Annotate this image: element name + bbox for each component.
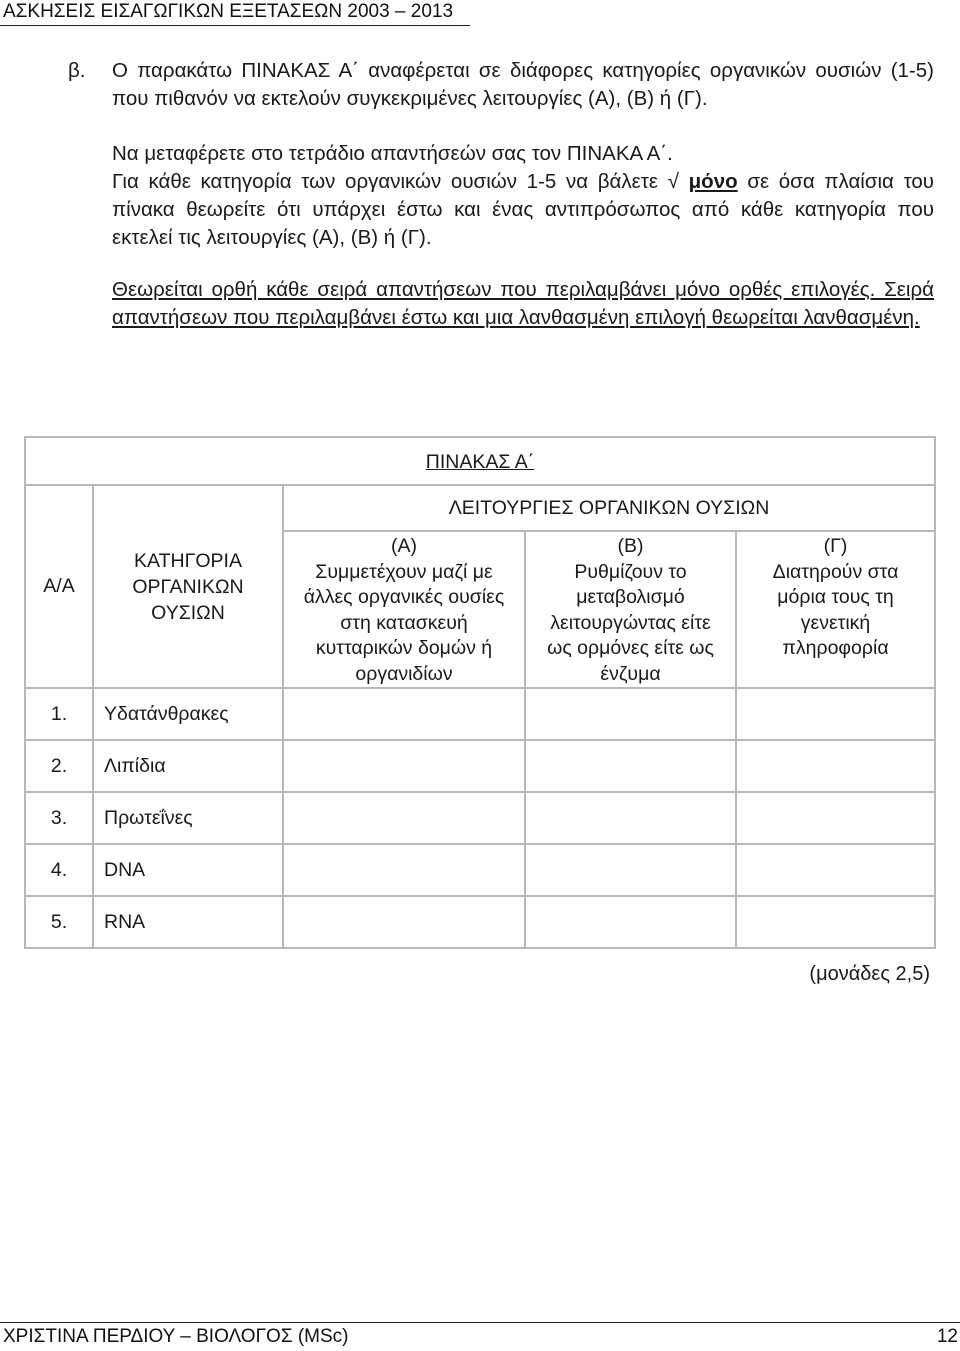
row-category: RNA — [93, 896, 283, 948]
row-category: DNA — [93, 844, 283, 896]
table-title: ΠΙΝΑΚΑΣ Α΄ — [25, 437, 935, 485]
answer-cell-c — [736, 740, 935, 792]
points-label: (μονάδες 2,5) — [809, 963, 930, 985]
instruction-1: Να μεταφέρετε στο τετράδιο απαντήσεών σας τον ΠΙΝΑΚΑ Α΄. — [112, 142, 673, 165]
row-number: 1. — [25, 688, 93, 740]
column-header-category: ΚΑΤΗΓΟΡΙΑ ΟΡΓΑΝΙΚΩΝ ΟΥΣΙΩΝ — [93, 485, 283, 688]
answer-cell-b — [525, 688, 736, 740]
answer-cell-a — [283, 688, 525, 740]
table-a — [24, 436, 936, 949]
page-footer — [0, 1322, 960, 1351]
row-number: 5. — [25, 896, 93, 948]
answer-cell-a — [283, 740, 525, 792]
instruction-2: Για κάθε κατηγορία των οργανικών ουσιών 1-5 να βάλετε √ μόνο σε όσα πλαίσια του πίνακα θεωρείτε ότι υπάρχει έστω και ένας αντιπρόσωπος από κάθε κατηγορία που εκτελεί τις λειτουργίες (Α), (Β) ή (Γ). — [112, 170, 935, 249]
answer-cell-c — [736, 844, 935, 896]
column-header-b: (Β) Ρυθμίζουν το μεταβολισμό λειτουργώντας είτε ως ορμόνες είτε ως ένζυμα — [525, 531, 736, 688]
page-header: ΑΣΚΗΣΕΙΣ ΕΙΣΑΓΩΓΙΚΩΝ ΕΞΕΤΑΣΕΩΝ 2003 – 2013 — [0, 0, 470, 26]
row-category: Πρωτεΐνες — [93, 792, 283, 844]
column-header-c: (Γ) Διατηρούν στα μόρια τους τη γενετική πληροφορία — [736, 531, 935, 688]
question-label: β. — [68, 59, 86, 82]
column-header-aa: Α/Α — [25, 485, 93, 688]
answer-cell-b — [525, 896, 736, 948]
answer-cell-b — [525, 740, 736, 792]
table-row — [25, 740, 935, 792]
row-number: 2. — [25, 740, 93, 792]
table-row — [25, 792, 935, 844]
table-row — [25, 896, 935, 948]
functions-header: ΛΕΙΤΟΥΡΓΙΕΣ ΟΡΓΑΝΙΚΩΝ ΟΥΣΙΩΝ — [283, 485, 935, 531]
table-row — [25, 688, 935, 740]
column-header-a: (Α) Συμμετέχουν μαζί με άλλες οργανικές ουσίες στη κατασκευή κυτταρικών δομών ή οργανιδίων — [283, 531, 525, 688]
table-row — [25, 844, 935, 896]
answer-cell-a — [283, 896, 525, 948]
answer-cell-a — [283, 792, 525, 844]
question-intro: Ο παρακάτω ΠΙΝΑΚΑΣ Α΄ αναφέρεται σε διάφορες κατηγορίες οργανικών ουσιών (1-5) που πιθανόν να εκτελούν συγκεκριμένες λειτουργίες (Α), (Β) ή (Γ). — [112, 59, 934, 110]
answer-cell-b — [525, 844, 736, 896]
answer-cell-c — [736, 688, 935, 740]
row-number: 4. — [25, 844, 93, 896]
row-category: Υδατάνθρακες — [93, 688, 283, 740]
question-block — [68, 57, 934, 332]
row-number: 3. — [25, 792, 93, 844]
answer-cell-c — [736, 896, 935, 948]
grading-note: Θεωρείται ορθή κάθε σειρά απαντήσεων που περιλαμβάνει μόνο ορθές επιλογές. Σειρά απαντήσεων που περιλαμβάνει έστω και μια λανθασμένη επιλογή θεωρείται λανθασμένη. — [112, 278, 934, 329]
answer-cell-b — [525, 792, 736, 844]
page-number: 12 — [936, 1326, 958, 1347]
row-category: Λιπίδια — [93, 740, 283, 792]
footer-author: ΧΡΙΣΤΙΝΑ ΠΕΡΔΙΟΥ – ΒΙΟΛΟΓΟΣ (MSc) — [3, 1326, 349, 1347]
answer-cell-c — [736, 792, 935, 844]
emphasis-only: μόνο — [688, 170, 738, 193]
answer-cell-a — [283, 844, 525, 896]
